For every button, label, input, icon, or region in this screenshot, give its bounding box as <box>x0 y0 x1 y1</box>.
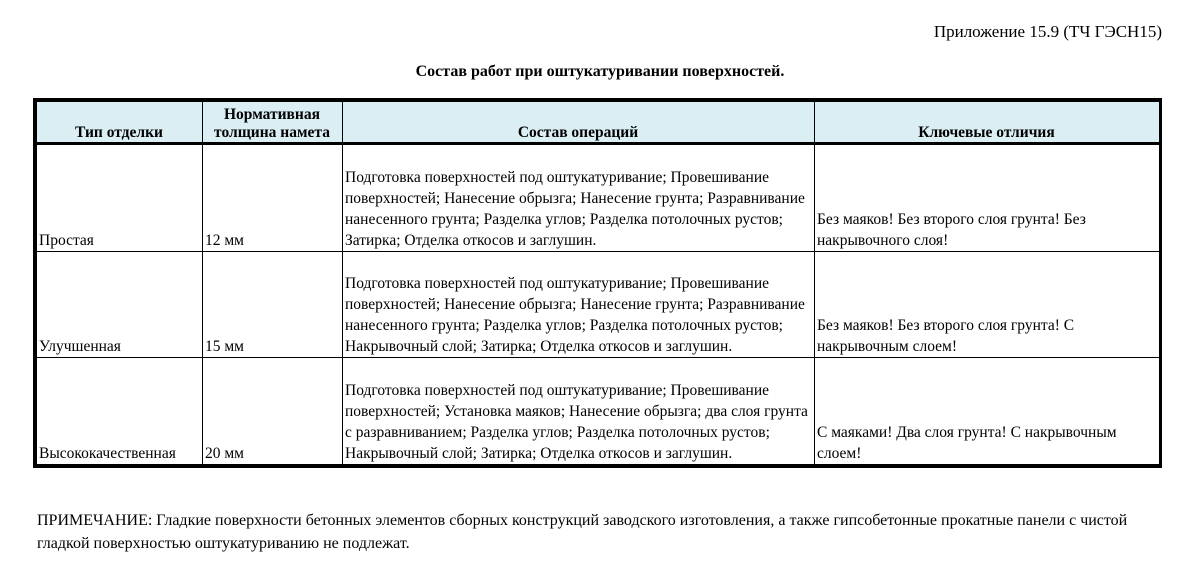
cell-key-differences: С маяками! Два слоя грунта! С накрывочным слоем! <box>815 358 1160 465</box>
cell-operations: Подготовка поверхностей под оштукатуривание; Провешивание поверхностей; Нанесение обрызга; Нанесение грунта; Разравнивание нанесенного грунта; Разделка углов; Разделка потолочных рустов; Затирка; Отделка откосов и заглушин. <box>343 144 815 252</box>
table-header-row <box>37 102 1160 144</box>
table-row <box>37 144 1160 252</box>
cell-thickness: 12 мм <box>203 144 343 252</box>
cell-operations: Подготовка поверхностей под оштукатуривание; Провешивание поверхностей; Нанесение обрызга; Нанесение грунта; Разравнивание нанесенного грунта; Разделка углов; Разделка потолочных рустов; Накрывочный слой; Затирка; Отделка откосов и заглушин. <box>343 251 815 358</box>
cell-finish-type: Высококачественная <box>37 358 203 465</box>
cell-thickness: 15 мм <box>203 251 343 358</box>
cell-key-differences: Без маяков! Без второго слоя грунта! С накрывочным слоем! <box>815 251 1160 358</box>
header-finish-type: Тип отделки <box>37 102 203 144</box>
cell-finish-type: Простая <box>37 144 203 252</box>
table-row <box>37 358 1160 465</box>
cell-key-differences: Без маяков! Без второго слоя грунта! Без накрывочного слоя! <box>815 144 1160 252</box>
cell-thickness: 20 мм <box>203 358 343 465</box>
appendix-label: Приложение 15.9 (ТЧ ГЭСН15) <box>933 22 1162 41</box>
works-table-frame <box>33 98 1162 468</box>
cell-operations: Подготовка поверхностей под оштукатуривание; Провешивание поверхностей; Установка маяков; Нанесение обрызга; два слоя грунта с разравниванием; Разделка углов; Разделка потолочных рустов; Накрывочный слой; Затирка; Отделка откосов и заглушин. <box>343 358 815 465</box>
footnote: ПРИМЕЧАНИЕ: Гладкие поверхности бетонных элементов сборных конструкций заводского изготовления, а также гипсобетонные прокатные панели с чистой гладкой поверхностью оштукатуриванию не подлежат. <box>37 512 1128 552</box>
header-operations: Состав операций <box>343 102 815 144</box>
header-key-differences: Ключевые отличия <box>815 102 1160 144</box>
cell-finish-type: Улучшенная <box>37 251 203 358</box>
table-caption: Состав работ при оштукатуривании поверхностей. <box>415 63 785 80</box>
header-thickness: Нормативная толщина намета <box>203 102 343 144</box>
works-table <box>36 101 1160 465</box>
table-row <box>37 251 1160 358</box>
